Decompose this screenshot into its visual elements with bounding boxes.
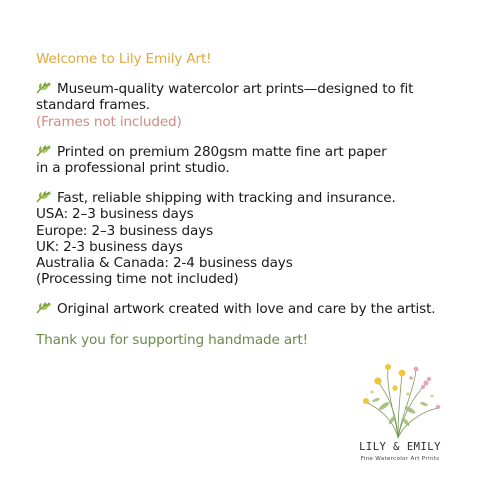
brand-tagline: Fine Watercolor Art Prints	[360, 456, 440, 462]
feature-line	[36, 81, 466, 97]
feature-line	[36, 144, 466, 160]
leaf-icon	[36, 81, 52, 94]
frames-note: (Frames not included)	[36, 113, 182, 130]
flower-bouquet-icon	[340, 360, 460, 440]
leaf-icon	[36, 301, 52, 314]
thanks-text: Thank you for supporting handmade art!	[36, 331, 308, 348]
feature-line	[36, 301, 466, 317]
shipping-uk: UK: 2-3 business days	[36, 238, 183, 255]
description-text	[36, 51, 466, 348]
processing-note: (Processing time not included)	[36, 271, 239, 288]
feature-paper-text: Printed on premium 280gsm matte fine art paper	[57, 143, 387, 160]
feature-line	[36, 190, 466, 206]
leaf-icon	[36, 144, 52, 157]
brand-name: LILY & EMILY	[359, 441, 441, 453]
shipping-usa: USA: 2–3 business days	[36, 206, 194, 223]
shipping-au-ca: Australia & Canada: 2-4 business days	[36, 255, 293, 272]
leaf-icon	[36, 190, 52, 203]
feature-paper-text-cont: in a professional print studio.	[36, 160, 230, 177]
feature-artwork-text: Original artwork created with love and care by the artist.	[57, 301, 436, 318]
brand-logo	[330, 360, 470, 475]
feature-frames-text-cont: standard frames.	[36, 97, 150, 114]
feature-frames-text: Museum-quality watercolor art prints—designed to fit	[57, 81, 414, 98]
feature-shipping-text: Fast, reliable shipping with tracking and insurance.	[57, 190, 396, 207]
welcome-heading: Welcome to Lily Emily Art!	[36, 51, 212, 67]
shipping-europe: Europe: 2–3 business days	[36, 222, 214, 239]
